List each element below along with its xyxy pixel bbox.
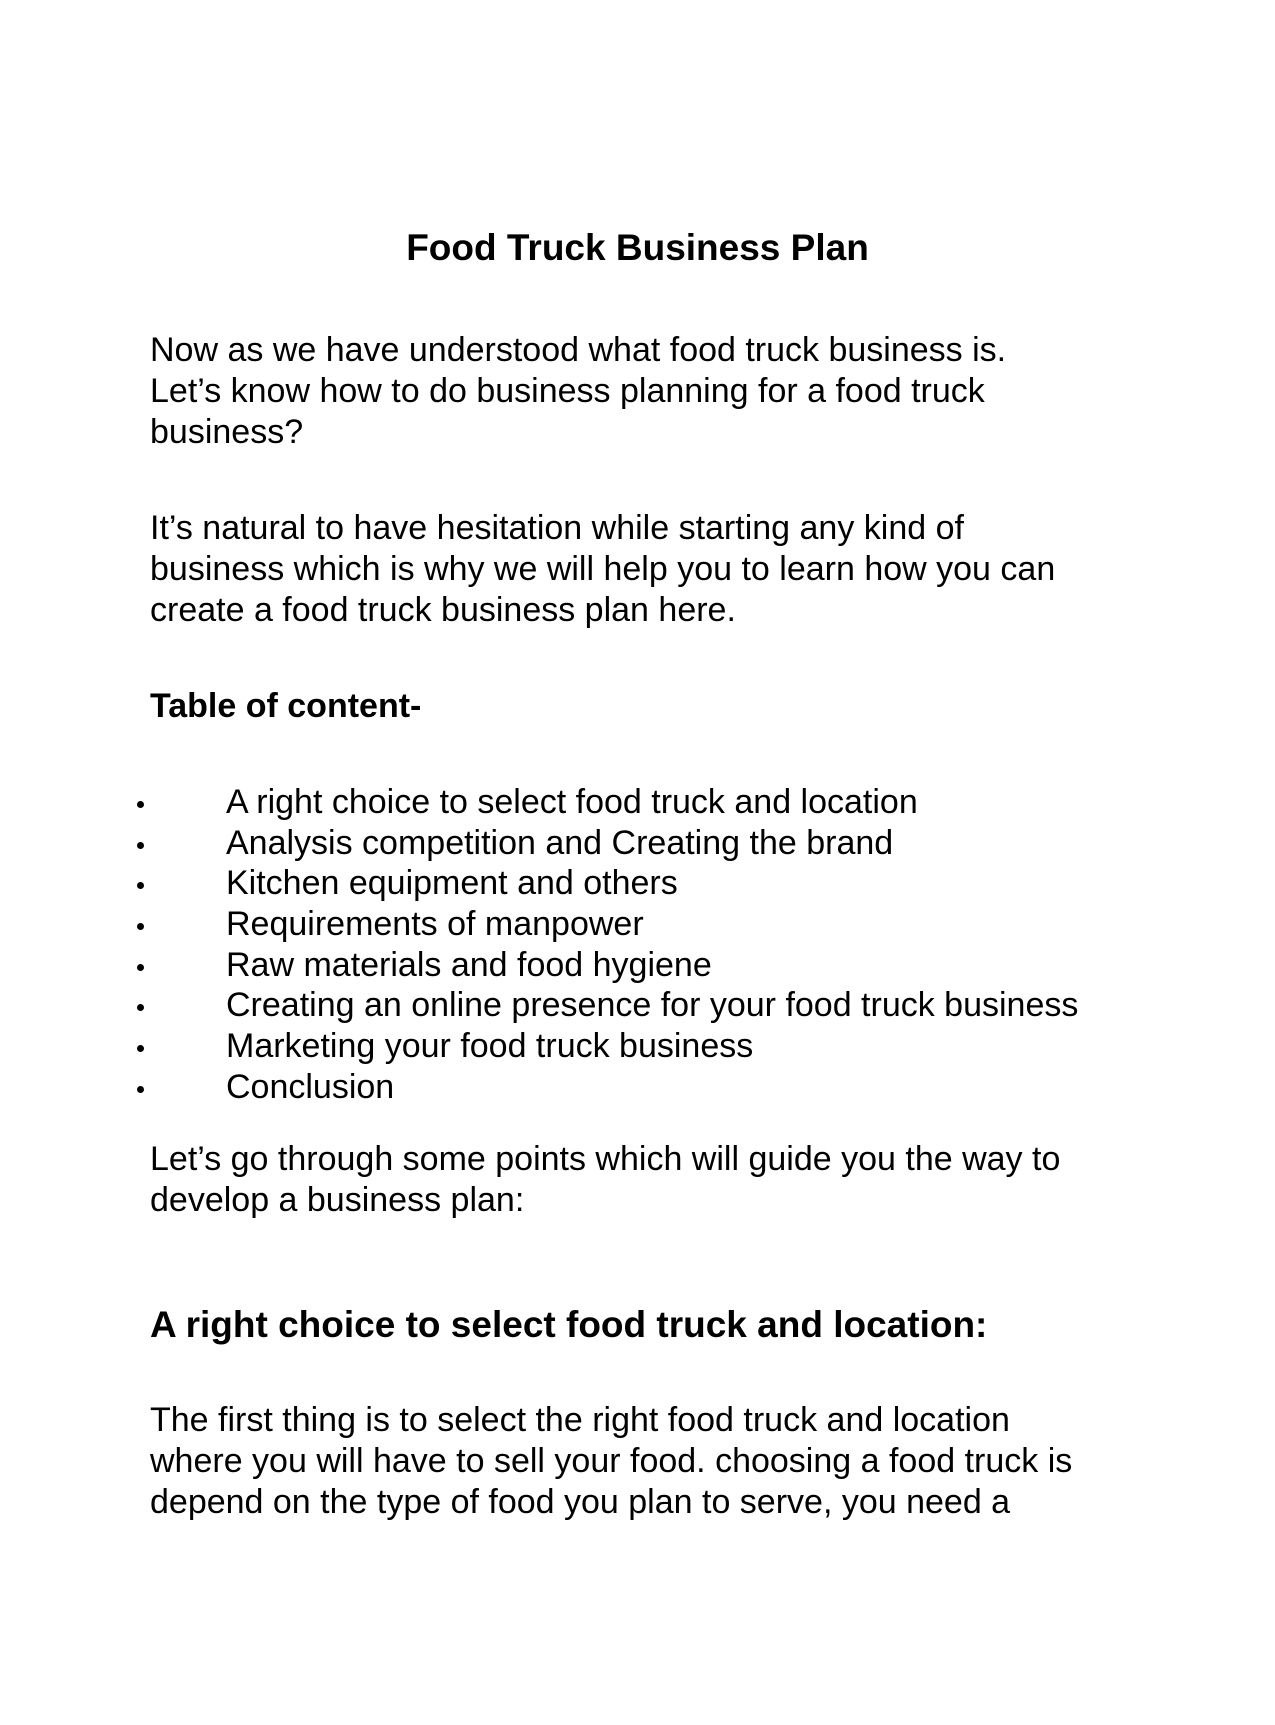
intro-line: Let’s know how to do business planning for a food truck	[150, 372, 985, 410]
section-heading: A right choice to select food truck and location:	[150, 1304, 988, 1345]
intro-paragraph	[150, 330, 1150, 453]
toc-item	[0, 1067, 1275, 1108]
section-paragraph-line: where you will have to sell your food. choosing a food truck is	[150, 1442, 1073, 1480]
toc-item-label: A right choice to select food truck and location	[226, 783, 918, 821]
toc-heading: Table of content-	[150, 687, 422, 725]
toc-item-label: Analysis competition and Creating the brand	[226, 823, 894, 862]
toc-item	[0, 985, 1275, 1026]
document-title: Food Truck Business Plan	[406, 227, 869, 268]
bullet-icon	[137, 1045, 144, 1052]
toc-item	[0, 782, 1275, 823]
bullet-icon	[137, 842, 144, 849]
section-paragraph-line: The first thing is to select the right food truck and location	[150, 1401, 1010, 1439]
guide-paragraph	[150, 1139, 1150, 1221]
toc-item	[0, 823, 1275, 864]
second-paragraph-line: business which is why we will help you to learn how you can	[150, 550, 1056, 588]
toc-list	[0, 782, 1275, 1108]
intro-line: business?	[150, 413, 304, 451]
toc-item	[0, 1026, 1275, 1067]
bullet-icon	[137, 1086, 144, 1093]
section-paragraph	[150, 1400, 1150, 1523]
second-paragraph-line: create a food truck business plan here.	[150, 591, 736, 629]
toc-item-label: Conclusion	[226, 1067, 395, 1106]
section-paragraph-line: depend on the type of food you plan to serve, you need a	[150, 1483, 1011, 1521]
toc-item	[0, 945, 1275, 986]
bullet-icon	[137, 964, 144, 971]
bullet-icon	[137, 923, 144, 930]
toc-item-label: Raw materials and food hygiene	[226, 945, 712, 984]
toc-item	[0, 863, 1275, 904]
toc-item-label: Requirements of manpower	[226, 905, 644, 944]
bullet-icon	[137, 801, 144, 808]
guide-paragraph-line: develop a business plan:	[150, 1181, 525, 1219]
second-paragraph	[150, 508, 1150, 631]
bullet-icon	[137, 1004, 144, 1011]
toc-item-label: Marketing your food truck business	[226, 1027, 754, 1066]
toc-item-label: Creating an online presence for your food truck business	[226, 986, 1079, 1025]
guide-paragraph-line: Let’s go through some points which will guide you the way to	[150, 1140, 1061, 1178]
bullet-icon	[137, 882, 144, 889]
toc-item	[0, 904, 1275, 945]
toc-item-label: Kitchen equipment and others	[226, 864, 678, 903]
intro-line: Now as we have understood what food truck business is.	[150, 331, 1007, 369]
second-paragraph-line: It’s natural to have hesitation while starting any kind of	[150, 509, 964, 547]
